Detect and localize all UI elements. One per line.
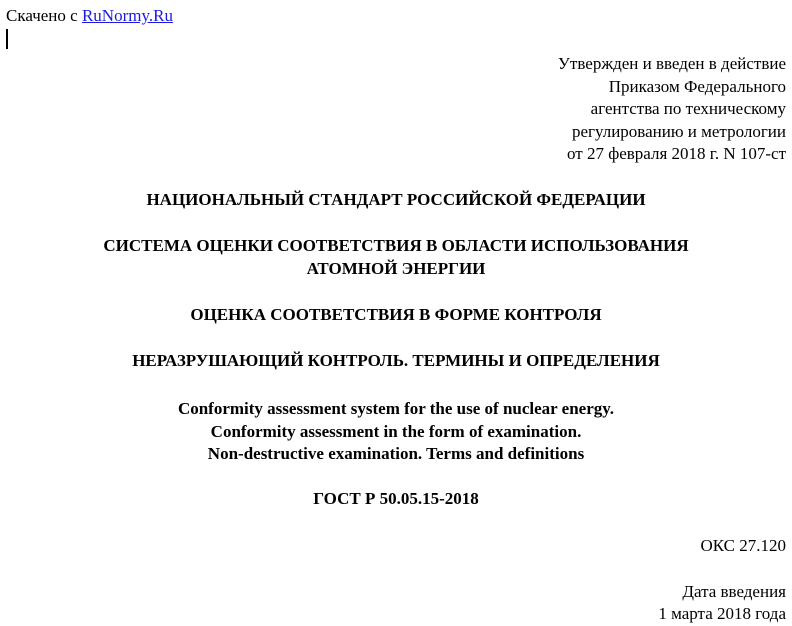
approval-block (466, 53, 786, 166)
system-title-line: АТОМНОЙ ЭНЕРГИИ (306, 258, 486, 278)
control-title: ОЦЕНКА СООТВЕТСТВИЯ В ФОРМЕ КОНТРОЛЯ (190, 305, 602, 324)
approval-line: Утвержден и введен в действие (557, 54, 786, 73)
text-cursor (6, 29, 8, 49)
system-title (0, 235, 792, 280)
english-title (0, 398, 792, 466)
approval-line: агентства по техническому (590, 99, 786, 118)
gost-number: ГОСТ Р 50.05.15-2018 (313, 489, 479, 508)
english-title-line: Non-destructive examination. Terms and definitions (207, 444, 585, 463)
intro-date-value: 1 марта 2018 года (658, 604, 786, 623)
ndt-title: НЕРАЗРУШАЮЩИЙ КОНТРОЛЬ. ТЕРМИНЫ И ОПРЕДЕЛЕНИЯ (132, 351, 660, 370)
runormy-link[interactable]: RuNormy.Ru (81, 6, 173, 25)
download-prefix: Скачено с (6, 6, 82, 25)
oks-code: ОКС 27.120 (700, 536, 786, 555)
system-title-line: СИСТЕМА ОЦЕНКИ СООТВЕТСТВИЯ В ОБЛАСТИ ИСПОЛЬЗОВАНИЯ (103, 236, 689, 255)
english-title-line: Conformity assessment system for the use of nuclear energy. (177, 399, 615, 418)
approval-line: Приказом Федерального (608, 76, 786, 96)
download-source-line (6, 6, 173, 26)
intro-date-label: Дата введения (682, 582, 786, 601)
english-title-line: Conformity assessment in the form of examination. (210, 421, 582, 441)
national-standard-title: НАЦИОНАЛЬНЫЙ СТАНДАРТ РОССИЙСКОЙ ФЕДЕРАЦИИ (146, 190, 646, 209)
approval-line: от 27 февраля 2018 г. N 107-ст (566, 144, 786, 163)
approval-line: регулированию и метрологии (571, 121, 786, 141)
